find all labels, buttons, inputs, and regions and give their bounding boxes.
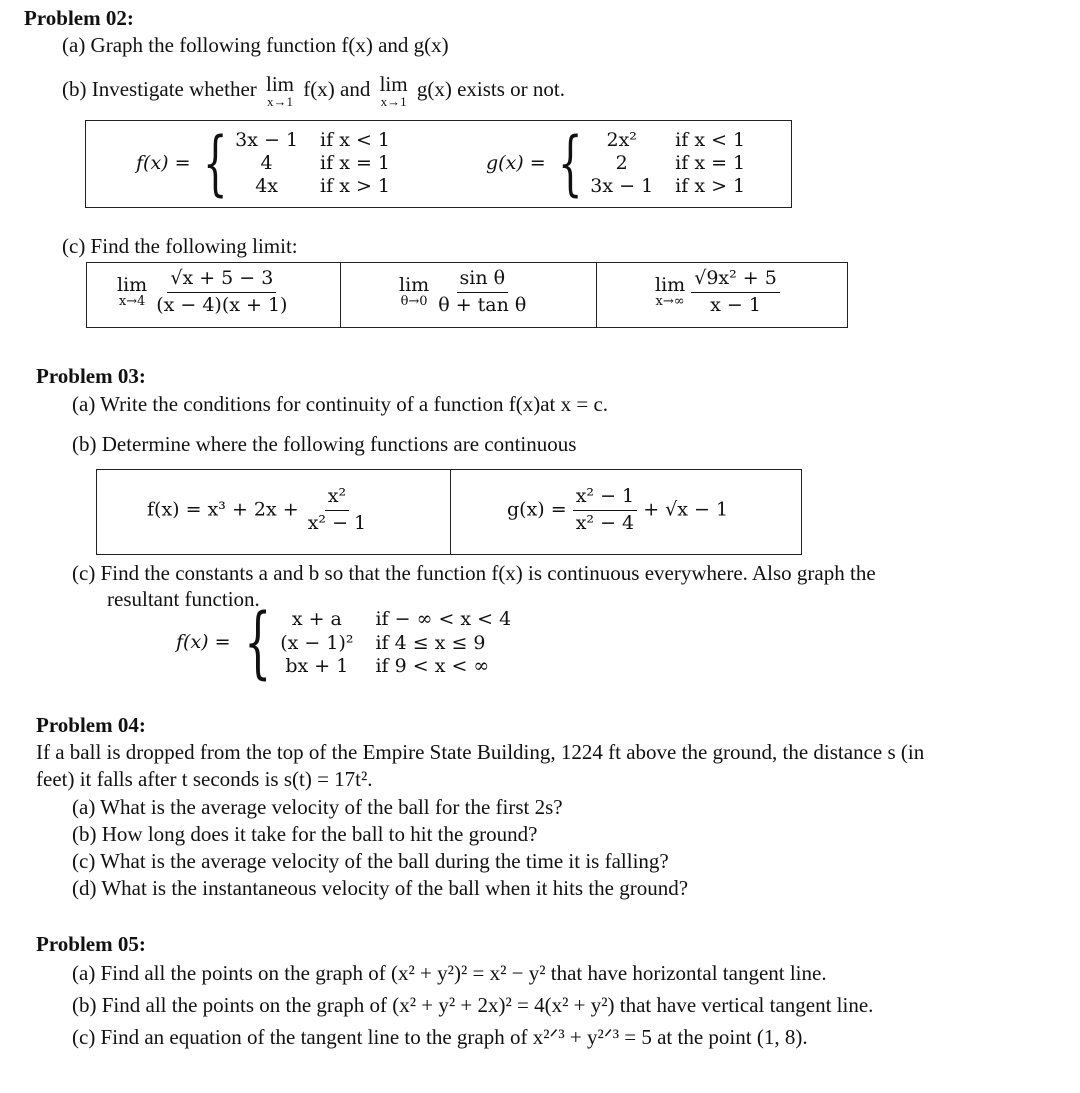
- problem-02-part-b: [62, 74, 565, 108]
- problem-04-part-b: (b) How long does it take for the ball to hit the ground?: [72, 822, 538, 846]
- limits-box: [86, 262, 848, 328]
- part-b-f: f(x) and: [303, 76, 371, 101]
- problem-05-title: Problem 05:: [36, 932, 146, 956]
- case-row: (x − 1)² if 4 ≤ x ≤ 9: [280, 631, 486, 654]
- f-cases: [197, 122, 398, 205]
- g-label: g(x) =: [486, 151, 546, 174]
- fraction: [573, 486, 637, 535]
- limit-operator: lim x→4: [117, 274, 148, 310]
- g-cases: [552, 122, 753, 205]
- numerator: √x + 5 − 3: [167, 268, 276, 293]
- problem-05-part-a: (a) Find all the points on the graph of (x² + y²)² = x² − y² that have horizontal tangent line.: [72, 961, 827, 985]
- problem-03-part-a: (a) Write the conditions for continuity of a function f(x)at x = c.: [72, 392, 609, 416]
- problem-03-title: Problem 03:: [36, 364, 146, 388]
- problem-05-part-c: (c) Find an equation of the tangent line to the graph of x²ᐟ³ + y²ᐟ³ = 5 at the point (1, 8).: [72, 1025, 808, 1049]
- piecewise-f: [136, 122, 398, 205]
- brace-icon: {: [557, 122, 583, 205]
- case-row: 2x² if x < 1: [606, 129, 746, 151]
- case-row: 3x − 1 if x < 1: [235, 129, 390, 151]
- problem-04-part-a: (a) What is the average velocity of the ball for the first 2s?: [72, 795, 563, 819]
- numerator: √9x² + 5: [691, 268, 780, 293]
- limit-word: lim: [379, 72, 408, 96]
- problem-04-intro-line-2: feet) it falls after t seconds is s(t) = 17t².: [36, 767, 373, 791]
- problem-04-part-c: (c) What is the average velocity of the ball during the time it is falling?: [72, 849, 669, 873]
- problem-02-title: Problem 02:: [24, 6, 134, 30]
- denominator: x − 1: [710, 293, 761, 316]
- piecewise-box: [85, 120, 792, 208]
- fraction: [435, 268, 529, 317]
- problem-03-part-c: (c) Find the constants a and b so that the function f(x) is continuous everywhere. Also graph the: [72, 561, 876, 585]
- f-label: f(x) =: [176, 631, 231, 654]
- brace-icon: {: [243, 598, 272, 688]
- limit-expression-1: [117, 268, 290, 317]
- f-label: f(x) =: [136, 151, 191, 174]
- problem-03-part-b: (b) Determine where the following functions are continuous: [72, 432, 577, 456]
- limit-g: [380, 74, 408, 108]
- case-row: x + a if − ∞ < x < 4: [291, 608, 512, 631]
- continuity-f: [147, 486, 369, 535]
- brace-icon: {: [202, 122, 228, 205]
- case-row: 4 if x = 1: [260, 152, 390, 175]
- limit-expression-2: [399, 268, 529, 317]
- problem-02-part-a: (a) Graph the following function f(x) and g(x): [62, 33, 449, 57]
- fraction: [691, 268, 780, 317]
- denominator: (x − 4)(x + 1): [156, 293, 288, 316]
- case-row: 3x − 1 if x > 1: [590, 175, 746, 198]
- continuity-box: [96, 469, 802, 555]
- numerator: sin θ: [457, 268, 509, 293]
- piecewise-continuity: [176, 598, 519, 688]
- case-row: 2 if x = 1: [615, 152, 746, 175]
- limit-operator: lim x→∞: [655, 274, 686, 310]
- numerator: x²: [325, 486, 349, 511]
- f-leading-terms: f(x) = x³ + 2x +: [147, 498, 299, 521]
- column-divider: [450, 470, 451, 554]
- part-b-g: g(x) exists or not.: [416, 76, 566, 101]
- fraction: [153, 268, 290, 317]
- column-divider: [340, 263, 341, 327]
- problem-03-part-c-cont: resultant function.: [107, 587, 260, 611]
- problem-04-part-d: (d) What is the instantaneous velocity of the ball when it hits the ground?: [72, 876, 689, 900]
- g-label: g(x) =: [507, 498, 567, 521]
- denominator: θ + tan θ: [438, 293, 527, 316]
- problem-02-part-c: (c) Find the following limit:: [62, 234, 298, 258]
- limit-operator: lim θ→0: [399, 274, 430, 310]
- numerator: x² − 1: [573, 486, 637, 511]
- problem-04-intro-line-1: If a ball is dropped from the top of the Empire State Building, 1224 ft above the ground, the distance s (in: [36, 740, 925, 764]
- g-trailing-terms: + √x − 1: [643, 498, 729, 521]
- case-row: 4x if x > 1: [255, 175, 390, 198]
- fraction: [305, 486, 369, 535]
- pw-cases: [237, 598, 520, 688]
- limit-subscript: x→1: [267, 94, 294, 109]
- denominator: x² − 1: [307, 511, 367, 534]
- limit-subscript: x→1: [380, 94, 407, 109]
- piecewise-g: [486, 122, 753, 205]
- problem-04-title: Problem 04:: [36, 713, 146, 737]
- problem-05-part-b: (b) Find all the points on the graph of (x² + y² + 2x)² = 4(x² + y²) that have vertical tangent line.: [72, 993, 874, 1017]
- continuity-g: [507, 486, 728, 535]
- limit-word: lim: [266, 72, 295, 96]
- part-b-text: (b) Investigate whether: [62, 76, 257, 101]
- column-divider: [596, 263, 597, 327]
- case-row: bx + 1 if 9 < x < ∞: [285, 654, 490, 677]
- limit-f: [266, 74, 294, 108]
- limit-expression-3: [655, 268, 780, 317]
- denominator: x² − 4: [575, 511, 635, 534]
